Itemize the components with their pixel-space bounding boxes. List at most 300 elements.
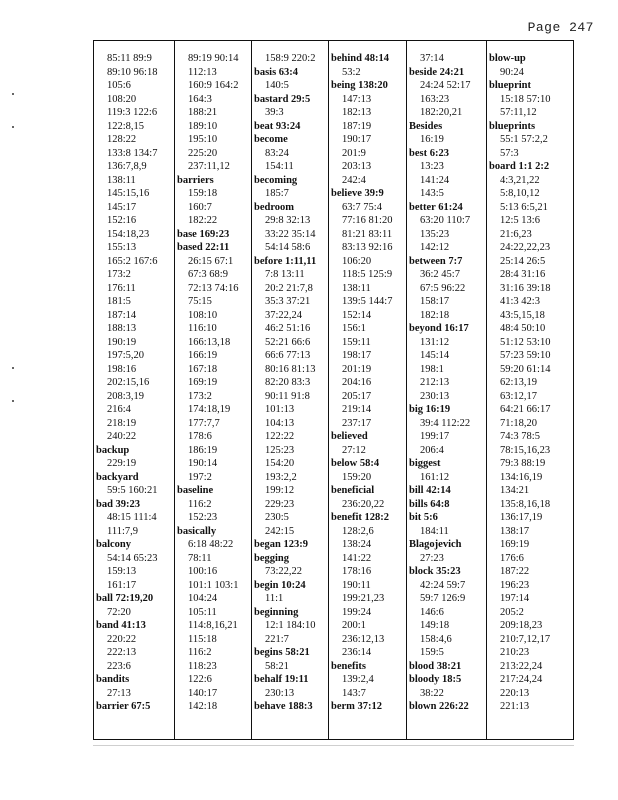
index-term: balcony <box>96 539 132 550</box>
index-reference: 187:19 <box>342 120 372 132</box>
index-reference: 118:5 125:9 <box>342 269 393 280</box>
index-reference: 4:3,21,22 <box>500 174 540 186</box>
index-reference: 90:24 <box>500 66 524 78</box>
index-reference: 139:5 144:7 <box>342 296 393 307</box>
index-reference: 139:2,4 <box>342 674 374 685</box>
index-reference: 115:18 <box>188 633 217 645</box>
index-reference: 72:13 74:16 <box>188 282 239 294</box>
index-reference: 37:14 <box>420 53 444 64</box>
index-reference: 39:3 <box>265 107 284 118</box>
index-term: begins 58:21 <box>254 647 310 658</box>
index-reference: 128:2,6 <box>342 525 374 537</box>
index-term: behave 188:3 <box>254 701 313 712</box>
index-reference: 188:13 <box>107 323 137 334</box>
index-term: Besides <box>409 120 443 132</box>
index-term: beyond 16:17 <box>409 323 469 334</box>
index-term: base 169:23 <box>177 228 230 240</box>
index-reference: 20:2 21:7,8 <box>265 282 313 294</box>
index-reference: 38:22 <box>420 687 444 699</box>
index-reference: 35:3 37:21 <box>265 296 311 307</box>
margin-mark <box>12 367 14 369</box>
index-reference: 220:13 <box>500 687 530 699</box>
index-reference: 154:20 <box>265 458 295 469</box>
index-reference: 54:14 58:6 <box>265 242 311 253</box>
index-reference: 156:1 <box>342 323 366 334</box>
index-reference: 181:5 <box>107 296 131 307</box>
index-reference: 198:17 <box>342 350 372 361</box>
index-reference: 155:13 <box>107 242 137 253</box>
index-reference: 64:21 66:17 <box>500 404 551 415</box>
index-reference: 66:6 77:13 <box>265 350 311 361</box>
index-reference: 161:12 <box>420 471 450 483</box>
index-term: basically <box>177 525 217 537</box>
index-reference: 77:16 81:20 <box>342 215 393 226</box>
index-reference: 163:23 <box>420 93 450 105</box>
index-term: bloody 18:5 <box>409 674 462 685</box>
index-reference: 173:2 <box>188 390 212 402</box>
index-reference: 138:11 <box>107 174 136 186</box>
index-reference: 182:20,21 <box>420 107 463 118</box>
index-term: benefit 128:2 <box>331 512 390 523</box>
index-reference: 182:18 <box>420 309 450 321</box>
index-reference: 73:22,22 <box>265 566 303 577</box>
index-term: between 7:7 <box>409 255 463 267</box>
index-reference: 116:10 <box>188 323 217 334</box>
index-reference: 205:2 <box>500 606 524 618</box>
index-reference: 83:13 92:16 <box>342 242 393 253</box>
index-reference: 131:12 <box>420 336 450 348</box>
index-reference: 59:20 61:14 <box>500 363 551 375</box>
index-reference: 59:7 126:9 <box>420 593 466 604</box>
index-reference: 174:18,19 <box>188 404 231 415</box>
index-reference: 225:20 <box>188 147 218 159</box>
index-reference: 154:18,23 <box>107 228 150 240</box>
index-reference: 55:1 57:2,2 <box>500 134 548 145</box>
index-table <box>93 40 574 740</box>
page-number-label: Page 247 <box>527 20 594 35</box>
index-term: backup <box>96 444 130 456</box>
index-reference: 5:8,10,12 <box>500 188 540 199</box>
index-reference: 90:11 91:8 <box>265 390 310 402</box>
index-reference: 222:13 <box>107 647 137 658</box>
index-reference: 177:7,7 <box>188 417 220 429</box>
index-reference: 12:1 184:10 <box>265 620 316 631</box>
index-reference: 201:9 <box>342 147 366 159</box>
index-reference: 159:13 <box>107 566 137 577</box>
index-reference: 145:14 <box>420 350 450 361</box>
index-reference: 237:17 <box>342 417 372 429</box>
index-reference: 57:3 <box>500 147 519 159</box>
index-reference: 178:6 <box>188 431 212 442</box>
index-reference: 5:13 6:5,21 <box>500 201 548 213</box>
index-reference: 54:14 65:23 <box>107 552 158 564</box>
index-reference: 197:2 <box>188 471 212 483</box>
index-term: barrier 67:5 <box>96 701 151 712</box>
index-reference: 135:23 <box>420 228 450 240</box>
index-reference: 159:20 <box>342 471 372 483</box>
index-reference: 197:5,20 <box>107 350 145 361</box>
index-reference: 212:13 <box>420 377 450 388</box>
index-reference: 122:22 <box>265 431 295 442</box>
index-reference: 236:20,22 <box>342 498 385 510</box>
index-reference: 48:15 111:4 <box>107 512 157 523</box>
index-reference: 122:6 <box>188 674 212 685</box>
margin-mark <box>12 93 14 95</box>
index-reference: 152:14 <box>342 309 372 321</box>
index-column-2 <box>174 41 251 739</box>
index-reference: 112:13 <box>188 66 217 78</box>
index-term: bedroom <box>254 201 295 213</box>
index-reference: 62:13,19 <box>500 377 538 388</box>
index-reference: 240:22 <box>107 431 137 442</box>
index-term: better 61:24 <box>409 201 463 213</box>
index-reference: 125:23 <box>265 444 295 456</box>
index-reference: 106:20 <box>342 255 372 267</box>
index-reference: 219:14 <box>342 404 372 415</box>
index-reference: 16:19 <box>420 134 444 145</box>
index-reference: 43:5,15,18 <box>500 309 545 321</box>
index-reference: 142:12 <box>420 242 450 253</box>
index-reference: 134:21 <box>500 485 530 496</box>
index-reference: 176:11 <box>107 282 136 294</box>
index-reference: 114:8,16,21 <box>188 620 238 631</box>
index-reference: 208:3,19 <box>107 390 145 402</box>
index-reference: 147:13 <box>342 93 372 105</box>
index-reference: 193:2,2 <box>265 471 297 483</box>
index-reference: 237:11,12 <box>188 161 230 172</box>
index-reference: 72:20 <box>107 606 131 618</box>
index-reference: 82:20 83:3 <box>265 377 311 388</box>
index-reference: 187:14 <box>107 309 137 321</box>
index-reference: 36:2 45:7 <box>420 269 460 280</box>
index-reference: 213:22,24 <box>500 660 543 672</box>
index-reference: 116:2 <box>188 647 212 658</box>
index-reference: 152:16 <box>107 215 137 226</box>
index-reference: 190:11 <box>342 579 371 591</box>
index-term: based 22:11 <box>177 242 230 253</box>
index-reference: 67:3 68:9 <box>188 269 228 280</box>
index-reference: 167:18 <box>188 363 218 375</box>
index-reference: 140:17 <box>188 687 218 699</box>
index-reference: 220:22 <box>107 633 137 645</box>
index-term: big 16:19 <box>409 404 451 415</box>
index-reference: 176:6 <box>500 552 524 564</box>
index-term: bill 42:14 <box>409 485 451 496</box>
index-reference: 138:11 <box>342 282 371 294</box>
index-reference: 83:24 <box>265 147 289 159</box>
index-reference: 12:5 13:6 <box>500 215 540 226</box>
index-reference: 216:4 <box>107 404 131 415</box>
index-reference: 200:1 <box>342 620 366 631</box>
index-reference: 57:23 59:10 <box>500 350 551 361</box>
index-reference: 105:6 <box>107 80 131 91</box>
index-reference: 145:17 <box>107 201 137 213</box>
index-reference: 242:15 <box>265 525 295 537</box>
index-reference: 75:15 <box>188 296 212 307</box>
index-term: bit 5:6 <box>409 512 438 523</box>
margin-mark <box>12 126 14 128</box>
index-reference: 51:12 53:10 <box>500 336 551 348</box>
index-term: below 58:4 <box>331 458 380 469</box>
index-reference: 133:8 134:7 <box>107 147 158 159</box>
index-reference: 26:15 67:1 <box>188 255 234 267</box>
index-reference: 230:13 <box>420 390 450 402</box>
index-term: backyard <box>96 471 139 483</box>
index-reference: 108:10 <box>188 309 218 321</box>
index-reference: 122:8,15 <box>107 120 145 132</box>
index-column-3 <box>251 41 328 739</box>
index-reference: 135:8,16,18 <box>500 498 551 510</box>
index-term: blown 226:22 <box>409 701 469 712</box>
index-reference: 46:2 51:16 <box>265 323 311 334</box>
index-column-1 <box>94 41 174 739</box>
index-column-4 <box>328 41 406 739</box>
index-reference: 159:5 <box>420 647 444 658</box>
index-reference: 198:1 <box>420 363 444 375</box>
index-reference: 166:19 <box>188 350 218 361</box>
index-reference: 236:12,13 <box>342 633 385 645</box>
index-reference: 184:11 <box>420 525 449 537</box>
index-reference: 58:21 <box>265 660 289 672</box>
index-reference: 138:24 <box>342 539 372 550</box>
index-reference: 210:7,12,17 <box>500 633 551 645</box>
index-reference: 236:14 <box>342 647 372 658</box>
index-reference: 159:11 <box>342 336 371 348</box>
index-term: bastard 29:5 <box>254 93 311 105</box>
index-reference: 190:19 <box>107 336 137 348</box>
index-reference: 105:11 <box>188 606 217 618</box>
index-reference: 52:21 66:6 <box>265 336 311 348</box>
index-reference: 27:23 <box>420 552 444 564</box>
index-reference: 39:4 112:22 <box>420 417 471 429</box>
index-reference: 74:3 78:5 <box>500 431 540 442</box>
index-reference: 31:16 39:18 <box>500 282 551 294</box>
index-term: begin 10:24 <box>254 579 306 591</box>
index-term: beat 93:24 <box>254 120 301 132</box>
index-reference: 217:24,24 <box>500 674 543 685</box>
index-reference: 27:12 <box>342 444 366 456</box>
index-reference: 185:7 <box>265 188 289 199</box>
index-term: becoming <box>254 174 298 186</box>
index-reference: 149:18 <box>420 620 450 631</box>
index-reference: 59:5 160:21 <box>107 485 158 496</box>
index-reference: 33:22 35:14 <box>265 228 316 240</box>
index-term: beginning <box>254 606 299 618</box>
index-reference: 67:5 96:22 <box>420 282 466 294</box>
index-reference: 195:10 <box>188 134 218 145</box>
index-reference: 145:15,16 <box>107 188 150 199</box>
index-reference: 89:10 96:18 <box>107 66 158 78</box>
index-reference: 101:1 103:1 <box>188 579 239 591</box>
index-reference: 15:18 57:10 <box>500 93 551 105</box>
index-term: barriers <box>177 174 214 186</box>
index-reference: 205:17 <box>342 390 372 402</box>
index-term: benefits <box>331 660 366 672</box>
index-reference: 111:7,9 <box>107 525 139 537</box>
index-reference: 24:22,22,23 <box>500 242 551 253</box>
index-reference: 79:3 88:19 <box>500 458 546 469</box>
index-reference: 199:24 <box>342 606 372 618</box>
index-reference: 221:13 <box>500 701 530 712</box>
index-term: began 123:9 <box>254 539 308 550</box>
index-reference: 203:13 <box>342 161 372 172</box>
index-reference: 104:24 <box>188 593 218 604</box>
index-reference: 178:16 <box>342 566 372 577</box>
index-reference: 143:5 <box>420 188 444 199</box>
index-reference: 89:19 90:14 <box>188 53 239 64</box>
index-term: baseline <box>177 485 214 496</box>
index-reference: 63:12,17 <box>500 390 538 402</box>
index-reference: 24:24 52:17 <box>420 80 471 91</box>
index-reference: 221:7 <box>265 633 289 645</box>
index-reference: 160:9 164:2 <box>188 80 239 91</box>
index-reference: 136:7,8,9 <box>107 161 147 172</box>
index-term: blueprint <box>489 80 532 91</box>
index-reference: 199:21,23 <box>342 593 385 604</box>
index-term: blueprints <box>489 120 536 132</box>
index-term: believe 39:9 <box>331 188 384 199</box>
index-reference: 164:3 <box>188 93 212 105</box>
index-term: blood 38:21 <box>409 660 462 672</box>
index-reference: 104:13 <box>265 417 295 429</box>
index-term: become <box>254 134 288 145</box>
index-term: blow-up <box>489 53 526 64</box>
index-reference: 78:15,16,23 <box>500 444 551 456</box>
index-term: ball 72:19,20 <box>96 593 154 604</box>
index-term: Blagojevich <box>409 539 462 550</box>
index-reference: 188:21 <box>188 107 218 118</box>
index-reference: 37:22,24 <box>265 309 303 321</box>
index-reference: 189:10 <box>188 120 218 132</box>
index-term: basis 63:4 <box>254 66 299 78</box>
index-term: being 138:20 <box>331 80 388 91</box>
index-reference: 71:18,20 <box>500 417 538 429</box>
index-reference: 196:23 <box>500 579 530 591</box>
index-reference: 146:6 <box>420 606 444 618</box>
index-reference: 21:6,23 <box>500 228 532 240</box>
index-reference: 28:4 31:16 <box>500 269 546 280</box>
index-reference: 169:19 <box>188 377 218 388</box>
margin-mark <box>12 400 14 402</box>
footer-rule <box>93 745 574 746</box>
index-term: bills 64:8 <box>409 498 450 510</box>
index-reference: 229:19 <box>107 458 137 469</box>
index-reference: 230:13 <box>265 687 295 699</box>
index-reference: 138:17 <box>500 525 530 537</box>
index-reference: 242:4 <box>342 174 366 186</box>
index-reference: 206:4 <box>420 444 444 456</box>
index-reference: 41:3 42:3 <box>500 296 540 307</box>
index-reference: 81:21 83:11 <box>342 228 393 240</box>
index-term: best 6:23 <box>409 147 449 159</box>
index-column-5 <box>406 41 486 739</box>
index-reference: 128:22 <box>107 134 137 145</box>
index-term: board 1:1 2:2 <box>489 161 550 172</box>
index-reference: 25:14 26:5 <box>500 255 546 267</box>
index-reference: 209:18,23 <box>500 620 543 631</box>
index-reference: 204:16 <box>342 377 372 388</box>
index-reference: 199:17 <box>420 431 450 442</box>
index-reference: 101:13 <box>265 404 295 415</box>
index-reference: 187:22 <box>500 566 530 577</box>
index-reference: 108:20 <box>107 93 137 105</box>
index-reference: 173:2 <box>107 269 131 280</box>
index-reference: 230:5 <box>265 512 289 523</box>
index-term: begging <box>254 552 290 564</box>
index-reference: 7:8 13:11 <box>265 269 305 280</box>
index-reference: 29:8 32:13 <box>265 215 311 226</box>
index-reference: 141:24 <box>420 174 450 186</box>
index-term: block 35:23 <box>409 566 461 577</box>
index-reference: 53:2 <box>342 66 361 78</box>
index-reference: 223:6 <box>107 660 131 672</box>
index-reference: 186:19 <box>188 444 218 456</box>
index-term: berm 37:12 <box>331 701 383 712</box>
index-term: bad 39:23 <box>96 498 141 510</box>
index-term: behalf 19:11 <box>254 674 309 685</box>
index-reference: 63:20 110:7 <box>420 215 471 226</box>
index-term: behind 48:14 <box>331 53 390 64</box>
index-reference: 143:7 <box>342 687 366 699</box>
index-reference: 48:4 50:10 <box>500 323 546 334</box>
index-column-6 <box>486 41 573 739</box>
index-reference: 85:11 89:9 <box>107 53 152 64</box>
index-reference: 165:2 167:6 <box>107 255 158 267</box>
index-reference: 154:11 <box>265 161 294 172</box>
index-reference: 6:18 48:22 <box>188 539 234 550</box>
index-reference: 159:18 <box>188 188 218 199</box>
index-term: believed <box>331 431 368 442</box>
index-reference: 218:19 <box>107 417 137 429</box>
index-term: biggest <box>409 458 441 469</box>
index-reference: 190:17 <box>342 134 372 145</box>
index-reference: 197:14 <box>500 593 530 604</box>
index-reference: 158:17 <box>420 296 450 307</box>
index-reference: 140:5 <box>265 80 289 91</box>
index-reference: 182:22 <box>188 215 218 226</box>
index-reference: 161:17 <box>107 579 137 591</box>
index-term: band 41:13 <box>96 620 146 631</box>
index-reference: 210:23 <box>500 647 530 658</box>
index-reference: 27:13 <box>107 687 131 699</box>
index-reference: 11:1 <box>265 593 284 604</box>
index-reference: 116:2 <box>188 498 212 510</box>
index-reference: 229:23 <box>265 498 295 510</box>
index-reference: 158:9 220:2 <box>265 53 316 64</box>
index-term: beside 24:21 <box>409 66 465 78</box>
index-reference: 152:23 <box>188 512 218 523</box>
index-reference: 158:4,6 <box>420 633 452 645</box>
index-reference: 42:24 59:7 <box>420 579 466 591</box>
index-reference: 160:7 <box>188 201 212 213</box>
index-reference: 166:13,18 <box>188 336 231 348</box>
index-term: before 1:11,11 <box>254 255 317 267</box>
index-reference: 78:11 <box>188 552 212 564</box>
index-reference: 169:19 <box>500 539 530 550</box>
index-reference: 63:7 75:4 <box>342 201 382 213</box>
index-term: bandits <box>96 674 130 685</box>
index-term: beneficial <box>331 485 375 496</box>
index-reference: 136:17,19 <box>500 512 543 523</box>
index-reference: 119:3 122:6 <box>107 107 158 118</box>
index-reference: 199:12 <box>265 485 295 496</box>
index-reference: 134:16,19 <box>500 471 543 483</box>
index-reference: 182:13 <box>342 107 372 118</box>
index-reference: 100:16 <box>188 566 218 577</box>
index-reference: 13:23 <box>420 161 444 172</box>
index-reference: 142:18 <box>188 701 218 712</box>
index-reference: 202:15,16 <box>107 377 150 388</box>
